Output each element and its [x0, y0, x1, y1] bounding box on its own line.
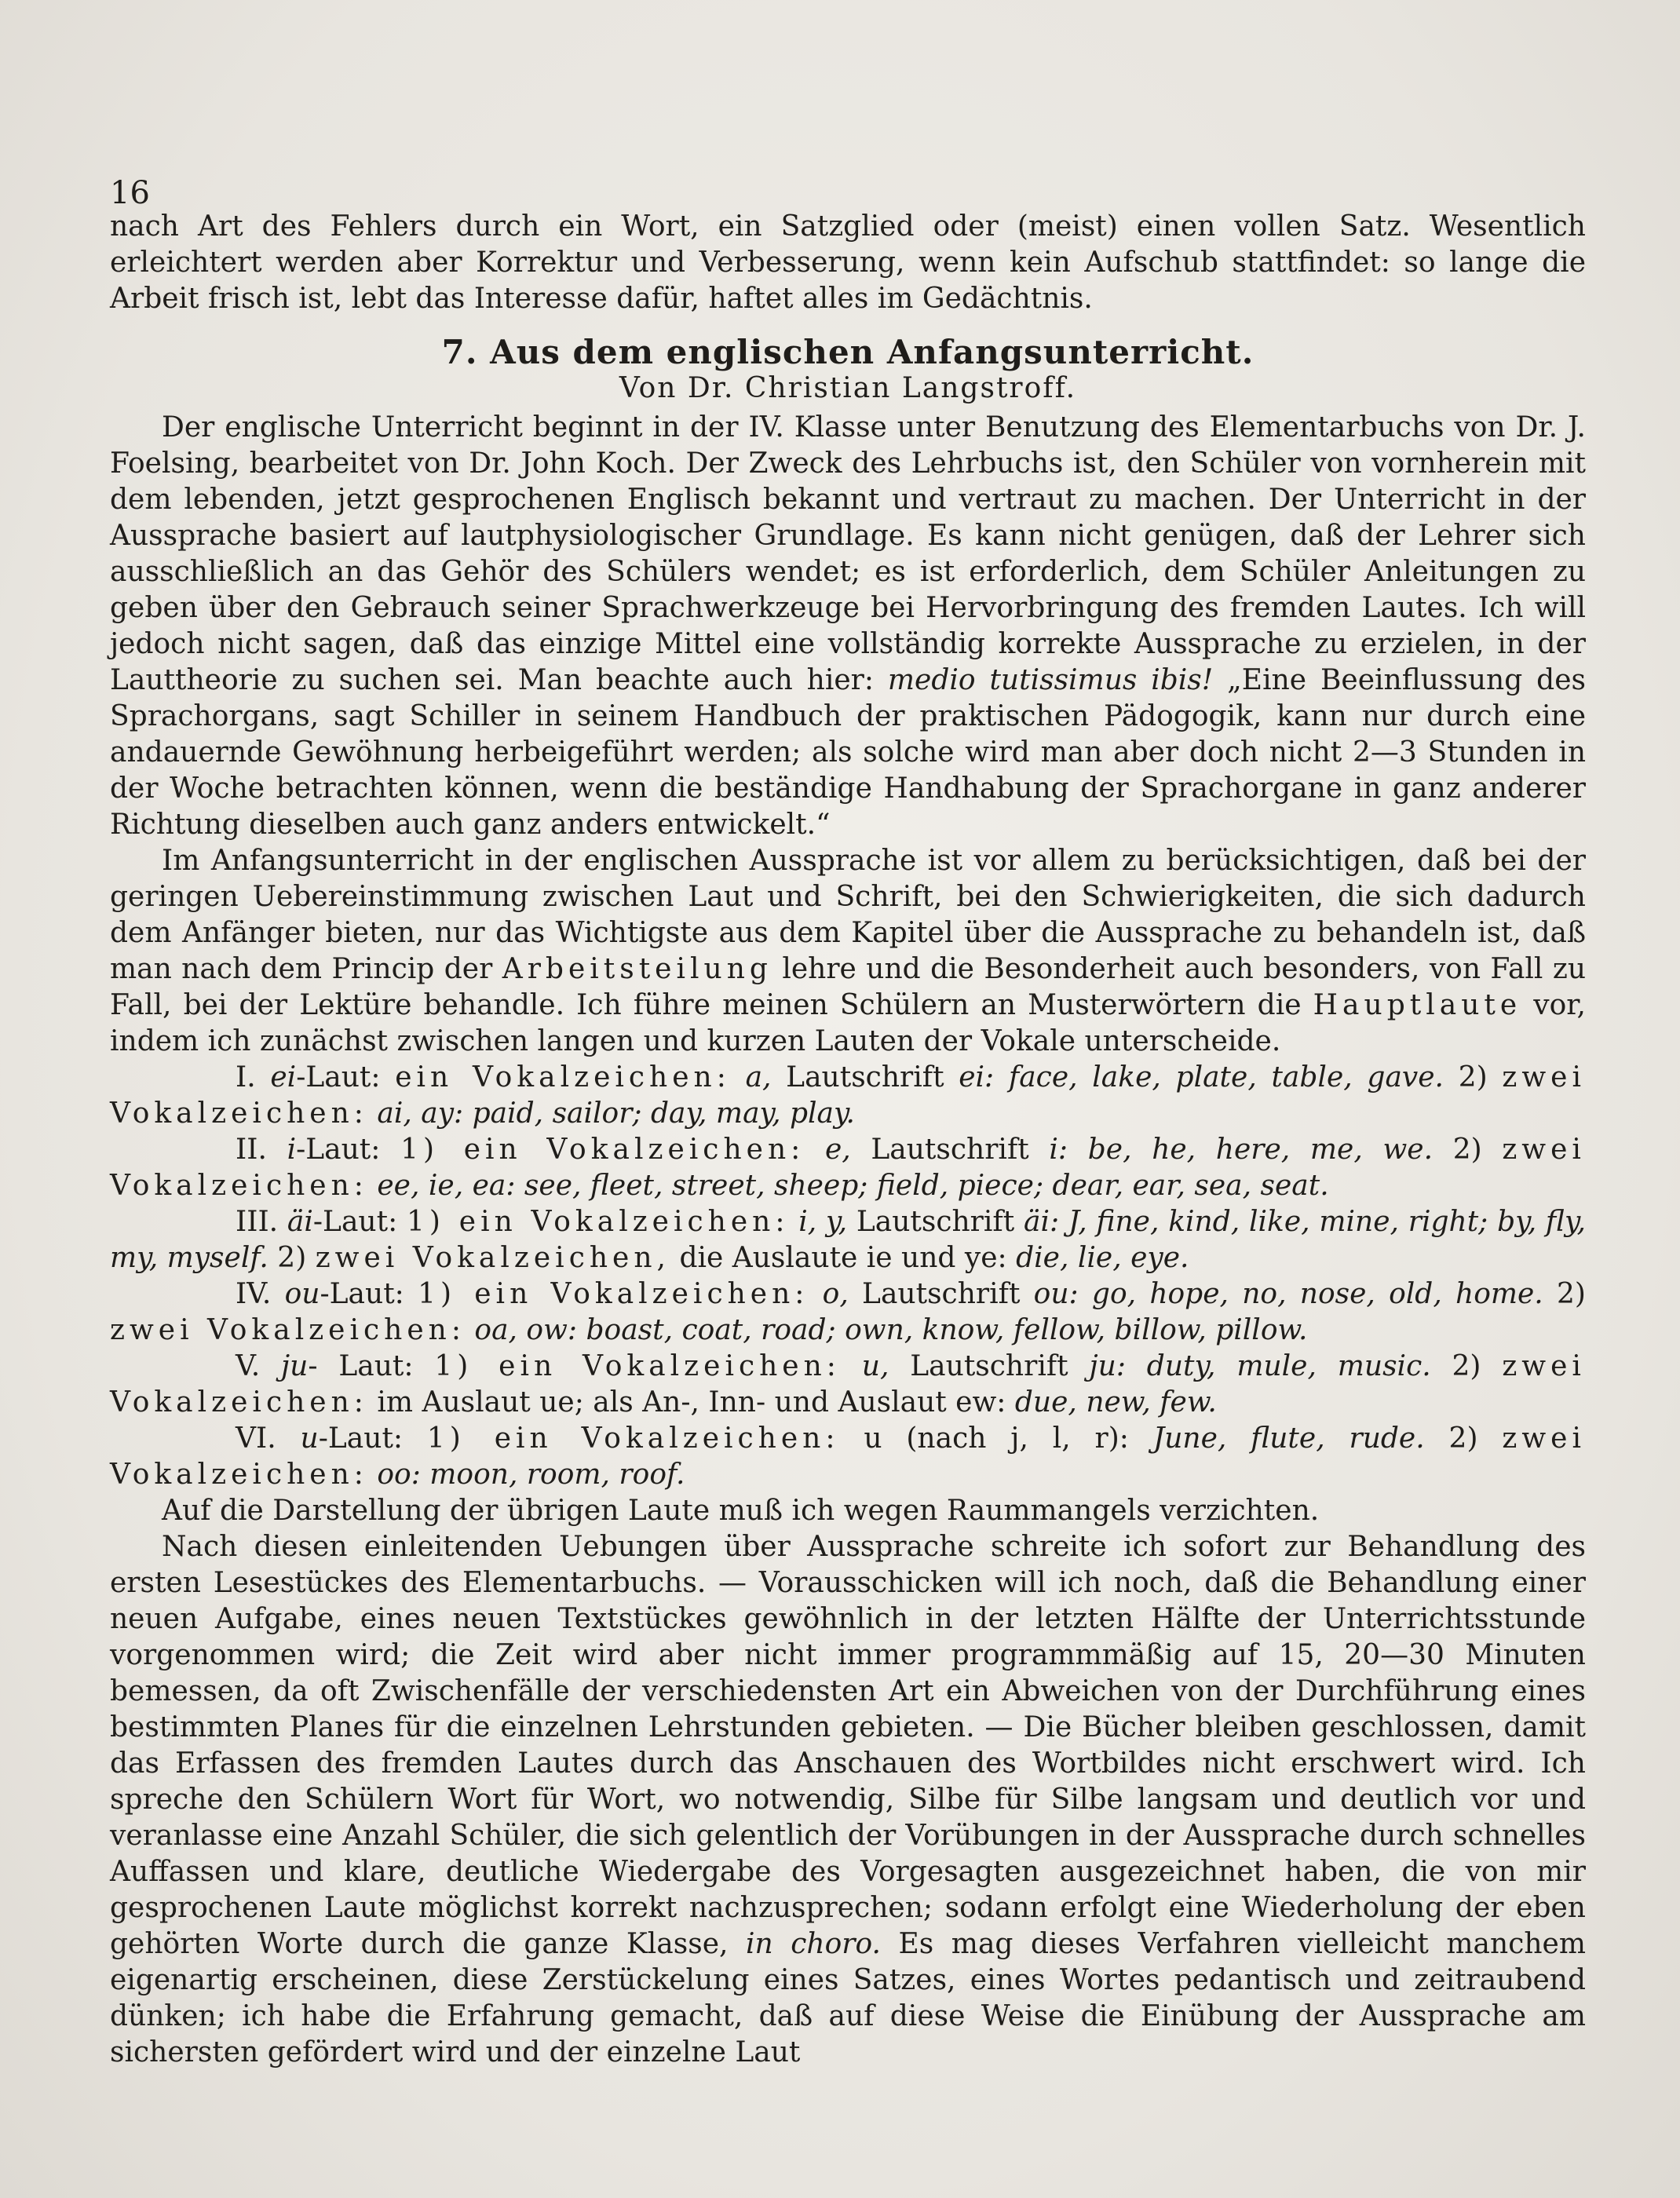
intro-paragraph: nach Art des Fehlers durch ein Wort, ein Satzglied oder (meist) einen vollen Satz. Wesentlich erleichtert werden aber Korrektur und Verbesserung, wenn kein Aufschub stattfindet: so lange die Arbeit frisch ist, lebt das Interesse dafür, haftet alles im Gedächtnis. — [110, 210, 1586, 315]
page-number: 16 — [110, 175, 150, 211]
vowel-entry-5: V. ju- Laut: 1) ein Vokalzeichen: u, Lautschrift ju: duty, mule, music. 2) zwei Vokalzeichen: im Auslaut ue; als An-, Inn- und Auslaut ew: due, new, few. — [110, 1350, 1586, 1418]
paragraph-4: Nach diesen einleitenden Uebungen über Aussprache schreite ich sofort zur Behandlung des ersten Lesestückes des Elementarbuchs. — Vorausschicken will ich noch, daß die Behandlung einer neuen Aufgabe, eines neuen Textstückes gewöhnlich in der letzten Hälfte der Unterrichtsstunde vorgenommen wird; die Zeit wird aber nicht immer programmmäßig auf 15, 20—30 Minuten bemessen, da oft Zwischenfälle der verschiedensten Art ein Abweichen von der Durchführung eines bestimmten Planes für die einzelnen Lehrstunden gebieten. — Die Bücher bleiben geschlossen, damit das Erfassen des fremden Lautes durch das Anschauen des Wortbildes nicht erschwert wird. Ich spreche den Schülern Wort für Wort, wo notwendig, Silbe für Silbe langsam und deutlich vor und veranlasse eine Anzahl Schüler, die sich gelentlich der Vorübungen in der Aussprache durch schnelles Auffassen und klare, deutliche Wiedergabe des Vorgesagten ausgezeichnet haben, die von mir gesprochenen Laute möglichst korrekt nachzusprechen; sodann erfolgt eine Wiederholung der eben gehörten Worte durch die ganze Klasse, in choro. Es mag dieses Verfahren vielleicht manchem eigenartig erscheinen, diese Zerstückelung eines Satzes, eines Wortes pedantisch und zeitraubend dünken; ich habe die Erfahrung gemacht, daß auf diese Weise die Einübung der Aussprache am sichersten gefördert wird und der einzelne Laut — [110, 1531, 1586, 2068]
vowel-entry-4: IV. ou-Laut: 1) ein Vokalzeichen: o, Lautschrift ou: go, hope, no, nose, old, home. 2) zwei Vokalzeichen: oa, ow: boast, coat, road; own, know, fellow, billow, pillow. — [110, 1278, 1586, 1346]
vowel-entry-1: I. ei-Laut: ein Vokalzeichen: a, Lautschrift ei: face, lake, plate, table, gave. 2) zwei Vokalzeichen: ai, ay: paid, sailor; day, may, play. — [110, 1061, 1586, 1130]
latin-quote: medio tutissimus ibis! — [887, 664, 1214, 696]
vowel-entry-2: II. i-Laut: 1) ein Vokalzeichen: e, Lautschrift i: be, he, here, me, we. 2) zwei Vokalzeichen: ee, ie, ea: see, fleet, street, sheep; field, piece; dear, ear, sea, seat. — [110, 1134, 1586, 1202]
author-line: Von Dr. Christian Langstroff. — [619, 372, 1077, 404]
paragraph-1: Der englische Unterricht beginnt in der IV. Klasse unter Benutzung des Elementarbuchs von Dr. J. Foelsing, bearbeitet von Dr. John Koch. Der Zweck des Lehrbuchs ist, den Schüler von vornherein mit dem lebenden, jetzt gesprochenen Englisch bekannt und vertraut zu machen. Der Unterricht in der Aussprache basiert auf lautphysiologischer Grundlage. Es kann nicht genügen, daß der Lehrer sich ausschließlich an das Gehör des Schülers wendet; es ist erforderlich, dem Schüler Anleitungen zu geben über den Gebrauch seiner Sprachwerkzeuge bei Hervorbringung des fremden Lautes. Ich will jedoch nicht sagen, daß das einzige Mittel eine vollständig korrekte Aussprache zu erzielen, in der Lauttheorie zu suchen sei. Man beachte auch hier: medio tutissimus ibis! „Eine Beeinflussung des Sprachorgans, sagt Schiller in seinem Handbuch der praktischen Pädogogik, kann nur durch eine andauernde Gewöhnung herbeigeführt werden; als solche wird man aber doch nicht 2—3 Stunden in der Woche betrachten können, wenn die beständige Handhabung der Sprachorgane in ganz anderer Richtung dieselben auch ganz anders entwickelt.“ — [110, 411, 1586, 841]
section-title: 7. Aus dem englischen Anfangsunterricht. — [441, 333, 1255, 371]
spaced-term: Arbeitsteilung — [502, 953, 772, 985]
paragraph-3: Auf die Darstellung der übrigen Laute muß ich wegen Raummangels verzichten. — [162, 1495, 1320, 1527]
vowel-entry-6: VI. u-Laut: 1) ein Vokalzeichen: u (nach j, l, r): June, flute, rude. 2) zwei Vokalzeichen: oo: moon, room, roof. — [110, 1422, 1586, 1491]
paragraph-2: Im Anfangsunterricht in der englischen Aussprache ist vor allem zu berücksichtigen, daß bei der geringen Uebereinstimmung zwischen Laut und Schrift, bei den Schwierigkeiten, die sich dadurch dem Anfänger bieten, nur das Wichtigste aus dem Kapitel über die Aussprache zu behandeln ist, daß man nach dem Princip der Arbeitsteilung lehre und die Besonderheit auch besonders, von Fall zu Fall, bei der Lektüre behandle. Ich führe meinen Schülern an Musterwörtern die Hauptlaute vor, indem ich zunächst zwischen langen und kurzen Lauten der Vokale unterscheide. — [110, 845, 1587, 1057]
vowel-entry-3: III. äi-Laut: 1) ein Vokalzeichen: i, y, Lautschrift äi: J, fine, kind, like, mine, right; by, fly, my, myself. 2) zwei Vokalzeichen, die Auslaute ie und ye: die, lie, eye. — [110, 1206, 1586, 1274]
body-text — [110, 209, 1586, 2071]
spaced-term: Hauptlaute — [1313, 989, 1522, 1021]
